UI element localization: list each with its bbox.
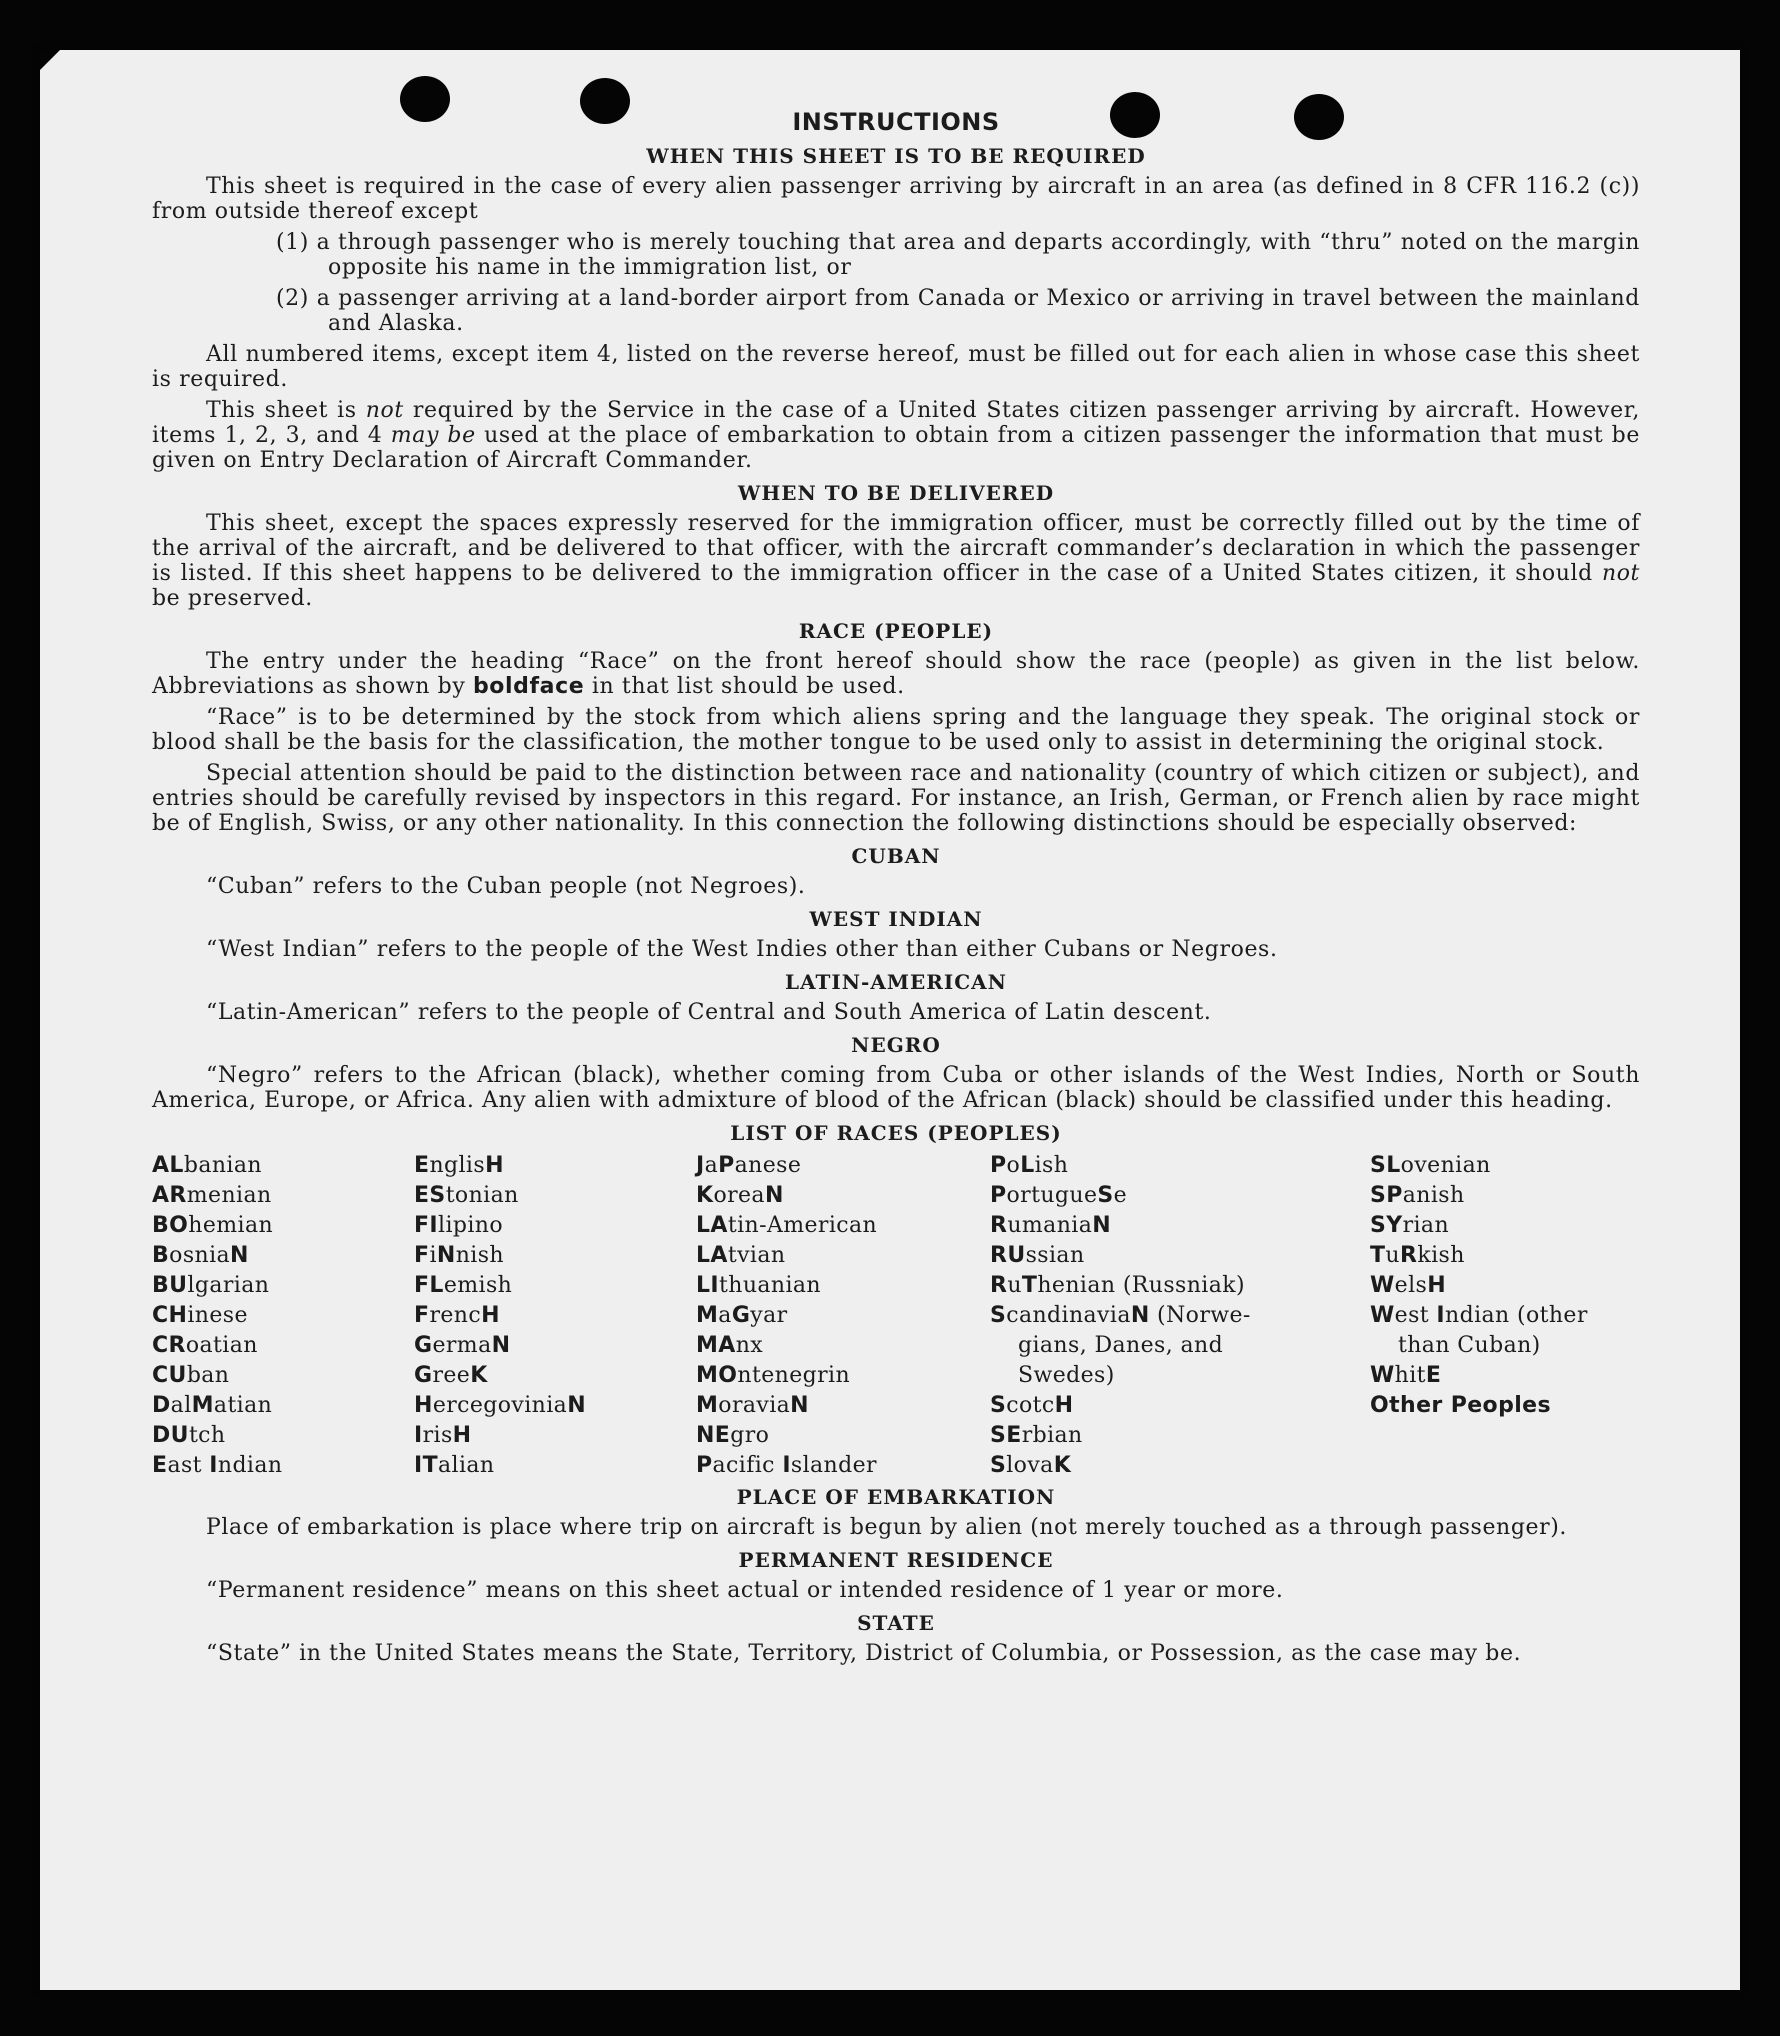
text-run: required by the Service in the case of a United States citizen passenger arriving by aircraft. However, items 1, 2, 3, and 4 — [152, 398, 1640, 448]
heading-state: STATE — [857, 1611, 935, 1635]
race-entry — [152, 1451, 402, 1481]
page-title: INSTRUCTIONS — [792, 108, 1000, 136]
race-entry — [1370, 1151, 1640, 1181]
abbreviation-letters: LI — [696, 1273, 720, 1298]
race-entry — [152, 1421, 402, 1451]
race-entry-continuation — [1370, 1331, 1640, 1361]
abbreviation-letters: H — [414, 1393, 433, 1418]
race-name-text: nglis — [429, 1153, 486, 1178]
race-entry — [990, 1301, 1290, 1331]
race-name-text: ercegovinia — [432, 1393, 568, 1418]
race-entry — [990, 1151, 1290, 1181]
race-name-text: anese — [734, 1153, 802, 1178]
abbreviation-letters: LA — [696, 1213, 728, 1238]
abbreviation-letters: P — [718, 1153, 735, 1178]
race-entry — [990, 1451, 1290, 1481]
abbreviation-letters: S — [990, 1303, 1007, 1328]
abbreviation-letters: N — [436, 1243, 456, 1268]
abbreviation-letters: CH — [152, 1303, 188, 1328]
abbreviation-letters: K — [696, 1183, 714, 1208]
race-entry — [1370, 1211, 1640, 1241]
abbreviation-letters: LA — [696, 1243, 728, 1268]
abbreviation-letters: W — [1370, 1303, 1395, 1328]
abbreviation-letters: P — [990, 1183, 1007, 1208]
paragraph-embarkation: Place of embarkation is place where trip on aircraft is begun by alien (not merely touched as a through passenger). — [206, 1515, 1568, 1540]
race-name-text: orea — [713, 1183, 765, 1208]
race-entry — [414, 1331, 684, 1361]
race-column — [414, 1151, 684, 1481]
race-name-text: kish — [1417, 1243, 1465, 1268]
race-entry — [696, 1211, 976, 1241]
abbreviation-letters: F — [414, 1243, 430, 1268]
race-name-text: ortugue — [1006, 1183, 1098, 1208]
race-name-text: lipino — [438, 1213, 504, 1238]
race-name-text: than Cuban) — [1398, 1333, 1541, 1358]
race-entry — [152, 1331, 402, 1361]
race-name-text: gro — [730, 1423, 770, 1448]
abbreviation-letters: MA — [696, 1333, 736, 1358]
abbreviation-letters: P — [990, 1153, 1007, 1178]
race-entry — [990, 1211, 1290, 1241]
abbreviation-letters: N — [1092, 1213, 1112, 1238]
abbreviation-letters: S — [990, 1453, 1007, 1478]
abbreviation-letters: BU — [152, 1273, 188, 1298]
race-entry — [152, 1301, 402, 1331]
abbreviation-letters: CU — [152, 1363, 187, 1388]
race-name-text: nish — [455, 1243, 504, 1268]
race-name-text: nx — [735, 1333, 764, 1358]
race-entry — [990, 1241, 1290, 1271]
race-name-text: lova — [1006, 1453, 1054, 1478]
race-entry — [696, 1451, 976, 1481]
abbreviation-letters: E — [1425, 1363, 1442, 1388]
heading-permanent-residence: PERMANENT RESIDENCE — [738, 1548, 1054, 1572]
heading-when-delivered: WHEN TO BE DELIVERED — [737, 481, 1055, 505]
abbreviation-letters: N — [1130, 1303, 1150, 1328]
abbreviation-letters: K — [1053, 1453, 1072, 1478]
race-entry — [414, 1211, 684, 1241]
abbreviation-letters: RU — [990, 1243, 1026, 1268]
paragraph-state: “State” in the United States means the State, Territory, District of Columbia, or Possession, as the case may be. — [206, 1641, 1522, 1666]
race-name-text: oatian — [185, 1333, 258, 1358]
race-name-text: atian — [213, 1393, 273, 1418]
heading-race: RACE (PEOPLE) — [798, 619, 994, 643]
race-name-text: thuanian — [719, 1273, 822, 1298]
race-name-text: henian (Russniak) — [1037, 1273, 1245, 1298]
abbreviation-letters: R — [990, 1213, 1008, 1238]
abbreviation-letters: H — [1054, 1393, 1074, 1418]
race-name-text: emish — [443, 1273, 513, 1298]
race-name-text: ree — [432, 1363, 471, 1388]
race-entry — [990, 1421, 1290, 1451]
exception-item-2 — [152, 286, 1640, 336]
race-entry — [990, 1271, 1290, 1301]
abbreviation-letters: FI — [414, 1213, 439, 1238]
abbreviation-letters: R — [1400, 1243, 1418, 1268]
heading-embarkation: PLACE OF EMBARKATION — [736, 1485, 1056, 1509]
race-name-text: ssian — [1025, 1243, 1085, 1268]
race-name-text: al — [170, 1393, 192, 1418]
race-entry — [414, 1151, 684, 1181]
paragraph-numbered-items: All numbered items, except item 4, listed on the reverse hereof, must be filled out for each alien in whose case this sheet is required. — [152, 342, 1640, 392]
abbreviation-letters: E — [152, 1453, 168, 1478]
paragraph-race-nationality: Special attention should be paid to the distinction between race and nationality (country of which citizen or subject), and entries should be carefully revised by inspectors in this regard. For instance, an Irish, German, or French alien by race might be of English, Swiss, or any other nationality. In this connection the following distinctions should be especially observed: — [152, 761, 1640, 836]
paragraph-west-indian: “West Indian” refers to the people of the West Indies other than either Cubans or Negroes. — [206, 937, 1278, 962]
race-name-text: alian — [438, 1453, 495, 1478]
text-run: This sheet, except the spaces expressly reserved for the immigration officer, must be correctly filled out by the time of the arrival of the aircraft, and be delivered to that officer, with the aircraft commander’s declaration in which the passenger is listed. If this sheet happens to be delivered to the immigration officer in the case of a United States citizen, it should — [152, 511, 1640, 586]
race-entry — [696, 1421, 976, 1451]
race-entry — [414, 1241, 684, 1271]
abbreviation-letters: SY — [1370, 1213, 1403, 1238]
race-name-text: anish — [1402, 1183, 1465, 1208]
abbreviation-letters: H — [452, 1423, 472, 1448]
race-name-text: ndian (other — [1445, 1303, 1588, 1328]
race-entry — [1370, 1271, 1640, 1301]
heading-latin-american: LATIN-AMERICAN — [785, 970, 1007, 994]
race-name-text: tin-American — [727, 1213, 878, 1238]
race-name-text: cotc — [1006, 1393, 1055, 1418]
race-entry — [1370, 1361, 1640, 1391]
race-entry — [152, 1361, 402, 1391]
abbreviation-letters: B — [152, 1243, 170, 1268]
abbreviation-letters: W — [1370, 1363, 1395, 1388]
race-entry — [1370, 1181, 1640, 1211]
race-name-text: rbian — [1021, 1423, 1083, 1448]
race-name-text: u — [1385, 1243, 1400, 1268]
abbreviation-letters: N — [764, 1183, 784, 1208]
race-name-text: hemian — [188, 1213, 274, 1238]
paragraph-negro: “Negro” refers to the African (black), whether coming from Cuba or other islands of the West Indies, North or South America, Europe, or Africa. Any alien with admixture of blood of the African (black) should be classified under this heading. — [152, 1063, 1640, 1113]
abbreviation-letters: SL — [1370, 1153, 1401, 1178]
race-name-text: menian — [186, 1183, 272, 1208]
abbreviation-letters: H — [1427, 1273, 1447, 1298]
abbreviation-letters: CR — [152, 1333, 186, 1358]
race-name-text: (Norwe- — [1149, 1303, 1251, 1328]
text-run: This sheet is — [206, 398, 366, 423]
text-run: The entry under the heading “Race” on the front hereof should show the race (people) as given in the list below. Abbreviations as shown by — [152, 649, 1640, 699]
abbreviation-letters: T — [1021, 1273, 1038, 1298]
italic-text: not — [365, 398, 404, 423]
abbreviation-letters: SP — [1370, 1183, 1403, 1208]
heading-negro: NEGRO — [851, 1033, 941, 1057]
abbreviation-letters: I — [782, 1453, 791, 1478]
abbreviation-letters: FL — [414, 1273, 444, 1298]
race-entry — [414, 1391, 684, 1421]
race-name-text: a — [718, 1303, 732, 1328]
race-entry — [414, 1451, 684, 1481]
race-name-text: inese — [187, 1303, 248, 1328]
race-name-text: o — [1006, 1153, 1021, 1178]
race-entry — [152, 1271, 402, 1301]
race-entry — [696, 1361, 976, 1391]
race-entry — [152, 1181, 402, 1211]
race-column — [990, 1151, 1290, 1481]
abbreviation-letters: L — [1020, 1153, 1035, 1178]
race-entry — [696, 1241, 976, 1271]
race-name-text: u — [1007, 1273, 1022, 1298]
race-name-text: tonian — [445, 1183, 519, 1208]
abbreviation-letters: G — [414, 1363, 433, 1388]
italic-text: not — [1601, 561, 1640, 586]
paragraph-cuban: “Cuban” refers to the Cuban people (not Negroes). — [206, 874, 806, 899]
race-name-text: els — [1394, 1273, 1428, 1298]
race-entry — [414, 1271, 684, 1301]
abbreviation-letters: M — [191, 1393, 214, 1418]
race-entry — [696, 1391, 976, 1421]
abbreviation-letters: N — [491, 1333, 511, 1358]
abbreviation-letters: N — [230, 1243, 249, 1268]
race-name-text: ris — [422, 1423, 453, 1448]
race-entry — [152, 1151, 402, 1181]
race-name-text: umania — [1007, 1213, 1093, 1238]
race-entry — [414, 1421, 684, 1451]
abbreviation-letters: R — [990, 1273, 1008, 1298]
race-name-text: slander — [790, 1453, 877, 1478]
paragraph-delivery — [152, 511, 1640, 611]
abbreviation-letters: Other Peoples — [1370, 1393, 1551, 1418]
abbreviation-letters: P — [696, 1453, 713, 1478]
race-list — [152, 1151, 1640, 1477]
race-name-text: yar — [750, 1303, 788, 1328]
race-name-text: ast — [167, 1453, 210, 1478]
abbreviation-letters: SE — [990, 1423, 1022, 1448]
race-name-text: ovenian — [1400, 1153, 1491, 1178]
race-entry — [1370, 1301, 1640, 1331]
race-name-text: ndian — [217, 1453, 283, 1478]
race-entry — [696, 1181, 976, 1211]
race-entry — [152, 1241, 402, 1271]
item-text: a through passenger who is merely touching that area and departs accordingly, with “thru” noted on the margin opposite his name in the immigration list, or — [316, 230, 1641, 280]
race-entry — [696, 1331, 976, 1361]
abbreviation-letters: BO — [152, 1213, 189, 1238]
race-entry — [414, 1301, 684, 1331]
item-text: a passenger arriving at a land-border airport from Canada or Mexico or arriving in travel between the mainland and Alaska. — [316, 286, 1640, 336]
race-entry — [696, 1301, 976, 1331]
bold-text: boldface — [472, 674, 585, 699]
abbreviation-letters: ES — [414, 1183, 446, 1208]
abbreviation-letters: E — [414, 1153, 430, 1178]
race-name-text: i — [429, 1243, 437, 1268]
race-name-text: candinavia — [1006, 1303, 1131, 1328]
race-entry — [414, 1181, 684, 1211]
abbreviation-letters: K — [470, 1363, 488, 1388]
abbreviation-letters: I — [414, 1423, 423, 1448]
race-entry — [152, 1391, 402, 1421]
abbreviation-letters: H — [481, 1303, 500, 1328]
abbreviation-letters: MO — [696, 1363, 738, 1388]
abbreviation-letters: AR — [152, 1183, 187, 1208]
abbreviation-letters: G — [414, 1333, 433, 1358]
abbreviation-letters: DU — [152, 1423, 189, 1448]
race-name-text: ban — [186, 1363, 230, 1388]
item-number: (1) — [276, 230, 309, 255]
abbreviation-letters: I — [209, 1453, 218, 1478]
paragraph-latin-american: “Latin-American” refers to the people of Central and South America of Latin descent. — [206, 1000, 1212, 1025]
abbreviation-letters: D — [152, 1393, 171, 1418]
document-page — [40, 50, 1740, 1990]
race-entry — [152, 1211, 402, 1241]
abbreviation-letters: N — [790, 1393, 809, 1418]
race-name-text: ntenegrin — [737, 1363, 851, 1388]
paragraph-intro: This sheet is required in the case of every alien passenger arriving by aircraft in an area (as defined in 8 CFR 116.2 (c)) from outside thereof except — [152, 174, 1640, 224]
race-name-text: lgarian — [187, 1273, 270, 1298]
race-column — [1370, 1151, 1640, 1421]
abbreviation-letters: W — [1370, 1273, 1395, 1298]
race-name-text: Swedes) — [1018, 1363, 1115, 1388]
abbreviation-letters: IT — [414, 1453, 438, 1478]
race-entry — [696, 1271, 976, 1301]
item-number: (2) — [276, 286, 309, 311]
race-entry — [414, 1361, 684, 1391]
paragraph-permanent-residence: “Permanent residence” means on this sheet actual or intended residence of 1 year or more. — [206, 1578, 1284, 1603]
race-name-text: tvian — [727, 1243, 786, 1268]
abbreviation-letters: S — [990, 1393, 1007, 1418]
abbreviation-letters: AL — [152, 1153, 184, 1178]
heading-west-indian: WEST INDIAN — [809, 907, 983, 931]
abbreviation-letters: G — [731, 1303, 751, 1328]
abbreviation-letters: S — [1097, 1183, 1114, 1208]
italic-text: may be — [390, 423, 476, 448]
race-entry-continuation — [990, 1331, 1290, 1361]
race-entry — [990, 1181, 1290, 1211]
race-name-text: hit — [1394, 1363, 1426, 1388]
heading-list-of-races: LIST OF RACES (PEOPLES) — [730, 1121, 1062, 1145]
race-name-text: tch — [188, 1423, 226, 1448]
race-name-text: osnia — [169, 1243, 231, 1268]
race-name-text: gians, Danes, and — [1018, 1333, 1224, 1358]
race-name-text: e — [1113, 1183, 1128, 1208]
paragraph-race-entry — [152, 649, 1640, 699]
race-name-text: banian — [183, 1153, 262, 1178]
race-name-text: est — [1394, 1303, 1437, 1328]
text-run: be preserved. — [152, 586, 313, 611]
abbreviation-letters: I — [1436, 1303, 1446, 1328]
abbreviation-letters: F — [414, 1303, 430, 1328]
race-entry — [1370, 1391, 1640, 1421]
race-name-text: a — [704, 1153, 719, 1178]
abbreviation-letters: J — [696, 1153, 705, 1178]
instructions-body — [152, 108, 1640, 1672]
abbreviation-letters: H — [485, 1153, 504, 1178]
text-run: in that list should be used. — [584, 674, 905, 699]
abbreviation-letters: T — [1370, 1243, 1386, 1268]
paragraph-citizen — [152, 398, 1640, 473]
race-name-text: acific — [712, 1453, 783, 1478]
heading-when-required: WHEN THIS SHEET IS TO BE REQUIRED — [646, 144, 1146, 168]
abbreviation-letters: N — [567, 1393, 587, 1418]
race-name-text: oravia — [718, 1393, 791, 1418]
race-entry — [1370, 1241, 1640, 1271]
race-entry — [990, 1391, 1290, 1421]
race-column — [152, 1151, 402, 1481]
race-column — [696, 1151, 976, 1481]
abbreviation-letters: M — [696, 1303, 719, 1328]
abbreviation-letters: M — [696, 1393, 719, 1418]
race-name-text: ish — [1034, 1153, 1069, 1178]
race-name-text: erma — [432, 1333, 492, 1358]
race-name-text: rian — [1402, 1213, 1450, 1238]
exception-item-1 — [152, 230, 1640, 280]
heading-cuban: CUBAN — [851, 844, 941, 868]
text-run: used at the place of embarkation to obtain from a citizen passenger the information that must be given on Entry Declaration of Aircraft Commander. — [152, 423, 1640, 473]
paragraph-race-stock: “Race” is to be determined by the stock from which aliens spring and the language they speak. The original stock or blood shall be the basis for the classification, the mother tongue to be used only to assist in determining the original stock. — [152, 705, 1640, 755]
race-entry — [696, 1151, 976, 1181]
race-entry-continuation — [990, 1361, 1290, 1391]
abbreviation-letters: NE — [696, 1423, 731, 1448]
race-name-text: renc — [429, 1303, 482, 1328]
